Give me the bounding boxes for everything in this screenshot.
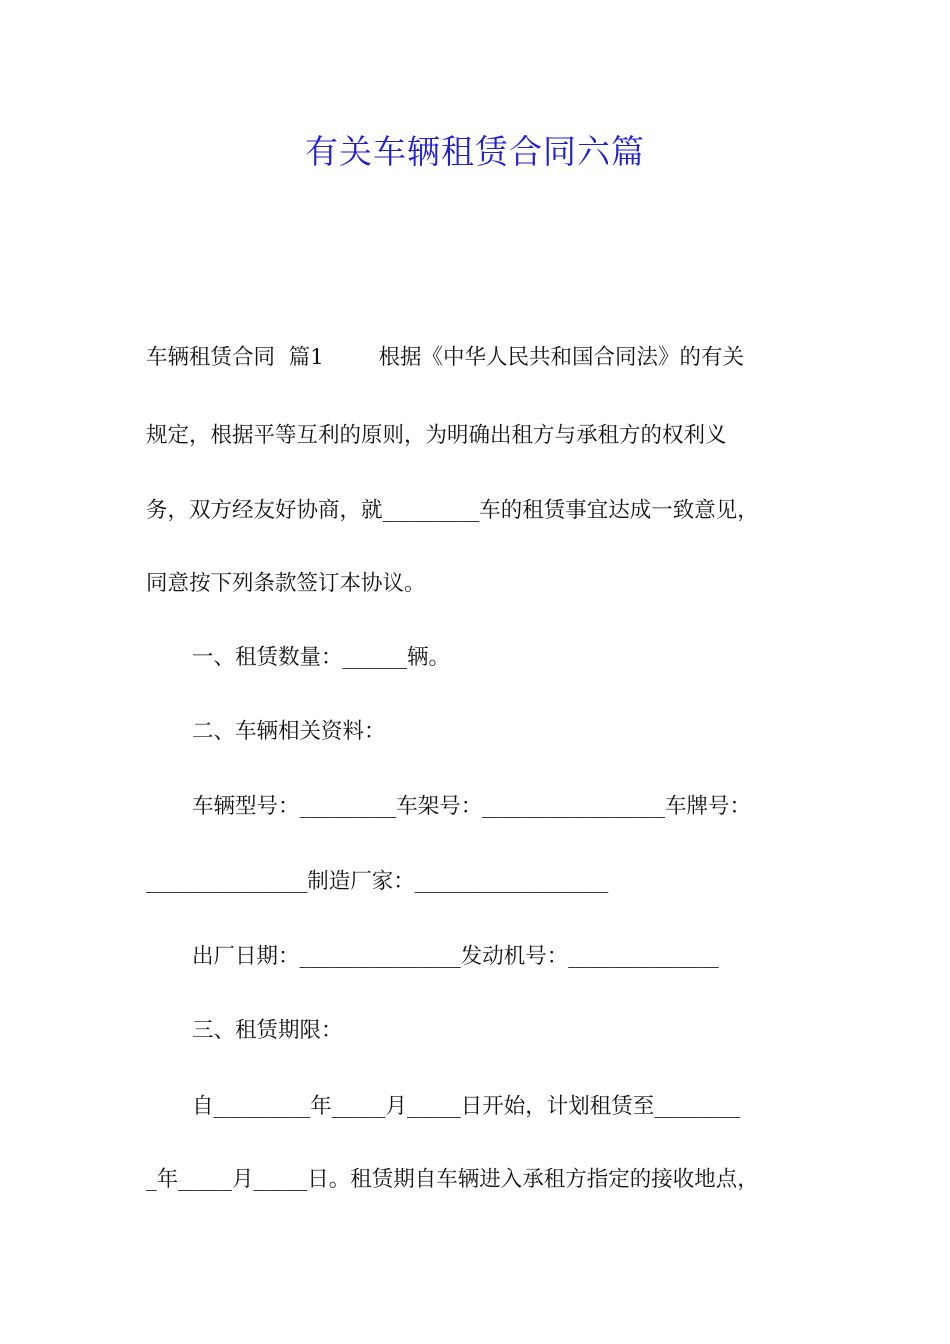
page-title: 有关车辆租赁合同六篇 — [305, 132, 645, 171]
clause-heading-lease-term: 三、租赁期限： — [192, 1018, 343, 1043]
paragraph-line: 务，双方经友好协商，就_________车的租赁事宜达成一致意见， — [146, 498, 759, 523]
vehicle-info-line: _______________制造厂家：__________________ — [146, 869, 609, 894]
clause-heading-quantity: 一、租赁数量：______辆。 — [192, 645, 451, 670]
lease-term-line: _年_____月_____日。租赁期自车辆进入承租方指定的接收地点， — [146, 1167, 759, 1192]
vehicle-info-line: 车辆型号：_________车架号：_________________车牌号： — [192, 794, 752, 819]
paragraph-line: 规定，根据平等互利的原则，为明确出租方与承租方的权利义 — [146, 423, 727, 448]
paragraph-line: 同意按下列条款签订本协议。 — [146, 571, 426, 596]
vehicle-info-line: 出厂日期：_______________发动机号：______________ — [192, 944, 719, 969]
paragraph-line: 车辆租赁合同 篇1 根据《中华人民共和国合同法》的有关 — [146, 345, 745, 370]
lease-term-line: 自_________年_____月_____日开始，计划租赁至________ — [192, 1094, 741, 1119]
clause-heading-vehicle-info: 二、车辆相关资料： — [192, 719, 386, 744]
